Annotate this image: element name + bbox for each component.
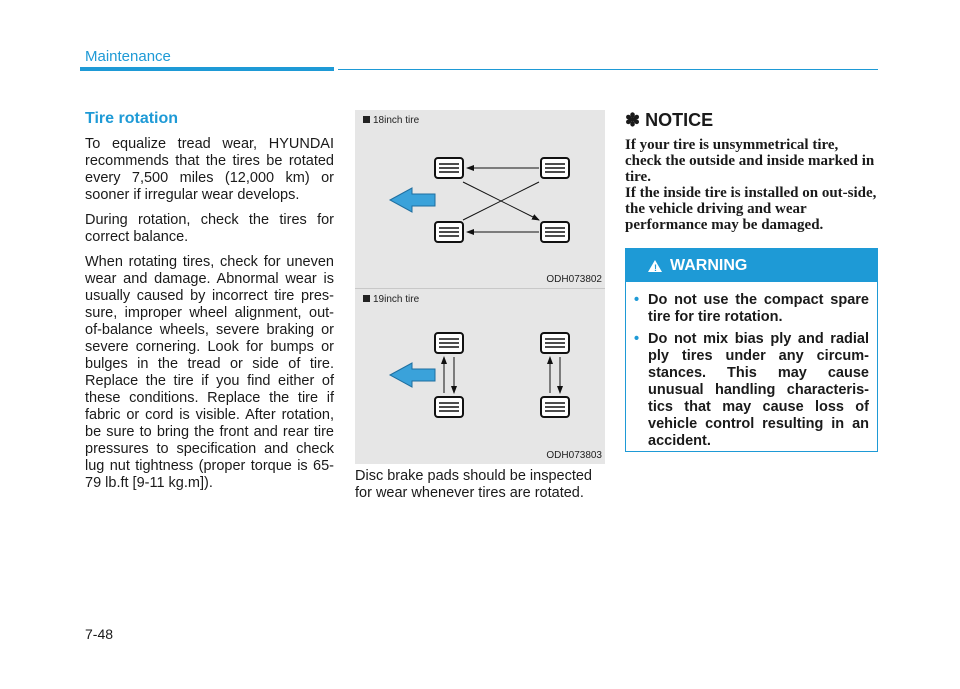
paragraph: During rotation, check the tires for correct balance. [85,212,334,245]
warning-item: • Do not use the compact spare tire for tire rotation. [634,292,869,326]
warning-triangle-icon: ! [648,260,662,272]
header-rule-thin [338,69,878,70]
warning-title: WARNING [670,256,748,274]
tire-icon [435,333,569,417]
notice-paragraph: If the inside tire is installed on out-side, the vehicle driving and wear performance may be damaged. [625,185,877,233]
notice-title: ✽ NOTICE [625,110,714,130]
notice-block [625,110,878,233]
rotation-diagram-front-rear [355,289,605,464]
figure-code: ODH073802 [546,274,602,285]
paragraph: When rotating tires, check for uneven wear and damage. Abnormal wear is usually caused by incorrect tire pres-sure, improper wheel alignment, out-of-balance wheels, severe braking or severe cornering. Look for bumps or bulges in the tread or side of tire. Replace the tire if you find either of these conditions. Replace the tire if fabric or cord is visible. After rotation, be sure to bring the front and rear tire pressures to specification and check lug nut tightness (proper torque is 65-79 lb.ft [9-11 kg.m]). [85,254,334,491]
section-title: Tire rotation [85,110,179,127]
paragraph: To equalize tread wear, HYUNDAI recommends that the tires be rotated every 7,500 miles (12,000 km) or sooner if irregular wear develops. [85,136,334,203]
rotation-diagram-cross [355,110,605,288]
front-direction-arrow [390,188,435,212]
figure-label: 18inch tire [363,115,419,126]
left-column [85,110,334,500]
figure-18inch-tire [355,110,605,288]
page-number: 7-48 [85,626,114,642]
warning-item: • Do not mix bias ply and radial ply tires under any circum-stances. This may cause unusual handling characteris-tics that may cause loss of vehicle control resulting in an accident. [634,331,869,450]
warning-list [634,292,869,450]
figure-19inch-tire [355,288,605,464]
figure-code: ODH073803 [546,450,602,461]
figure-label: 19inch tire [363,294,419,305]
warning-box [625,248,878,452]
rotation-arrows [444,357,560,393]
warning-header [626,249,877,282]
header-rule-thick [80,67,334,71]
front-direction-arrow [390,363,435,387]
section-header: Maintenance [85,48,171,65]
brake-pads-note: Disc brake pads should be inspected for wear whenever tires are rotated. [355,468,592,501]
rotation-arrows [463,168,539,232]
notice-paragraph: If your tire is unsymmetrical tire, check the outside and inside marked in tire. [625,137,875,185]
